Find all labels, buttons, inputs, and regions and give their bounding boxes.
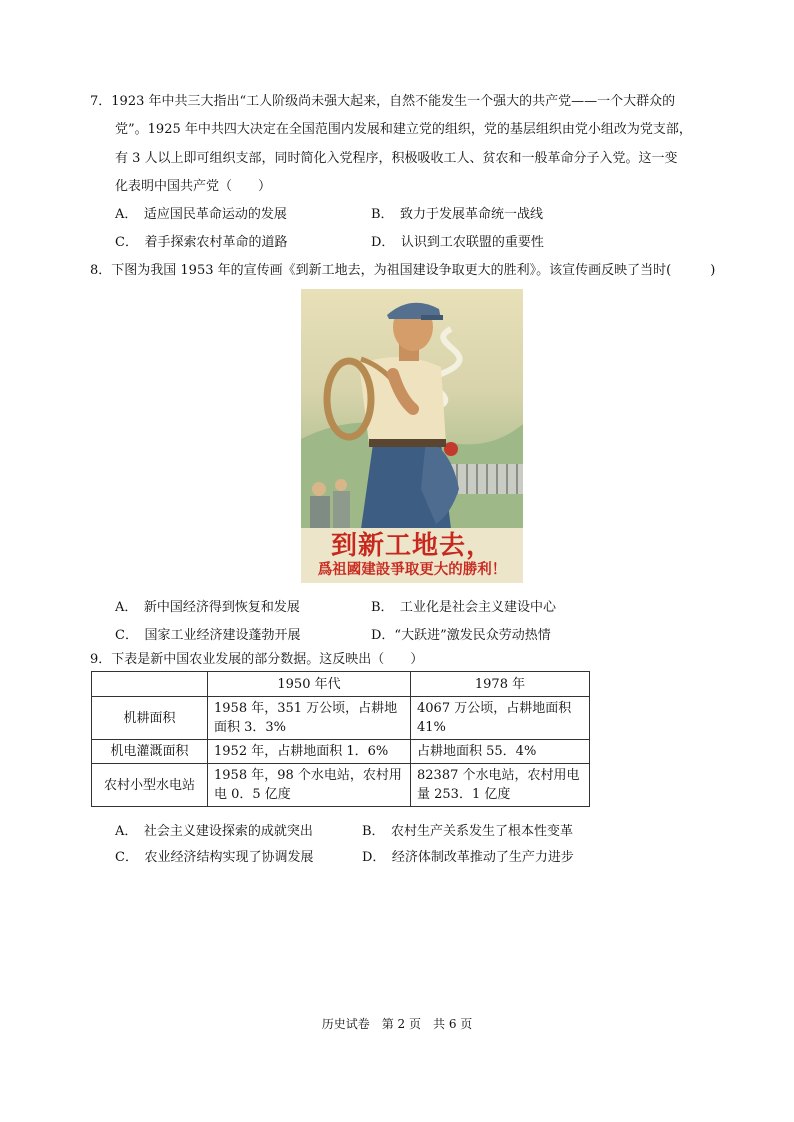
table-cell: 1952 年，占耕地面积 1．6% (208, 740, 411, 764)
table-cell: 1958 年，351 万公顷，占耕地面积 3．3% (208, 697, 411, 740)
q9-stem: 9．下表是新中国农业发展的部分数据。这反映出（ ） (90, 652, 424, 667)
table-cell: 机耕面积 (92, 697, 208, 740)
table-row (92, 740, 590, 764)
poster-illustration (301, 289, 523, 529)
table-row (92, 764, 590, 807)
q8-option-a: A． 新中国经济得到恢复和发展 (115, 600, 300, 615)
q7-option-b: B． 致力于发展革命统一战线 (371, 207, 544, 222)
table-cell: 占耕地面积 55．4% (411, 740, 590, 764)
table-row (92, 697, 590, 740)
table-header-row (92, 672, 590, 697)
q7-option-c: C． 着手探索农村革命的道路 (115, 235, 288, 250)
poster-slogan-line-1: 到新工地去， (330, 531, 493, 561)
table-header-cell (92, 672, 208, 697)
q8-option-b: B． 工业化是社会主义建设中心 (371, 600, 557, 615)
q7-stem-line-4: 化表明中国共产党（ ） (115, 179, 272, 194)
table-cell: 机电灌溉面积 (92, 740, 208, 764)
agriculture-data-table (91, 671, 590, 807)
page-footer: 历史试卷 第 2 页 共 6 页 (321, 1017, 473, 1031)
table-cell: 82387 个水电站，农村用电量 253．1 亿度 (411, 764, 590, 807)
q9-option-c: C． 农业经济结构实现了协调发展 (115, 850, 314, 865)
table-header-cell: 1950 年代 (208, 672, 411, 697)
q9-option-b: B． 农村生产关系发生了根本性变革 (362, 824, 574, 839)
poster-slogan-line-2: 爲祖國建設爭取更大的勝利！ (317, 562, 507, 578)
q9-option-a: A． 社会主义建设探索的成就突出 (115, 824, 313, 839)
q7-stem-line-1: 7．1923 年中共三大指出“工人阶级尚未强大起来，自然不能发生一个强大的共产党——一个大群众的 (90, 94, 676, 109)
q7-stem-line-3: 有 3 人以上即可组织支部，同时简化入党程序，积极吸收工人、贫农和一般革命分子入党。这一变 (115, 151, 678, 166)
q8-option-c: C． 国家工业经济建设蓬勃开展 (115, 628, 301, 643)
q8-option-d: D．“大跃进”激发民众劳动热情 (371, 628, 551, 643)
q8-stem: 8．下图为我国 1953 年的宣传画《到新工地去，为祖国建设争取更大的胜利》。该宣传画反映了当时( ) (90, 263, 716, 278)
q7-stem-line-2: 党”。1925 年中共四大决定在全国范围内发展和建立党的组织，党的基层组织由党小组改为党支部， (115, 122, 692, 137)
table-header-cell: 1978 年 (411, 672, 590, 697)
q9-option-d: D． 经济体制改革推动了生产力进步 (362, 850, 574, 865)
table-cell: 农村小型水电站 (92, 764, 208, 807)
propaganda-poster (301, 289, 523, 583)
q7-option-d: D． 认识到工农联盟的重要性 (371, 235, 544, 250)
table-cell: 1958 年，98 个水电站，农村用电 0．5 亿度 (208, 764, 411, 807)
q7-option-a: A． 适应国民革命运动的发展 (115, 207, 287, 222)
table-cell: 4067 万公顷，占耕地面积 41% (411, 697, 590, 740)
